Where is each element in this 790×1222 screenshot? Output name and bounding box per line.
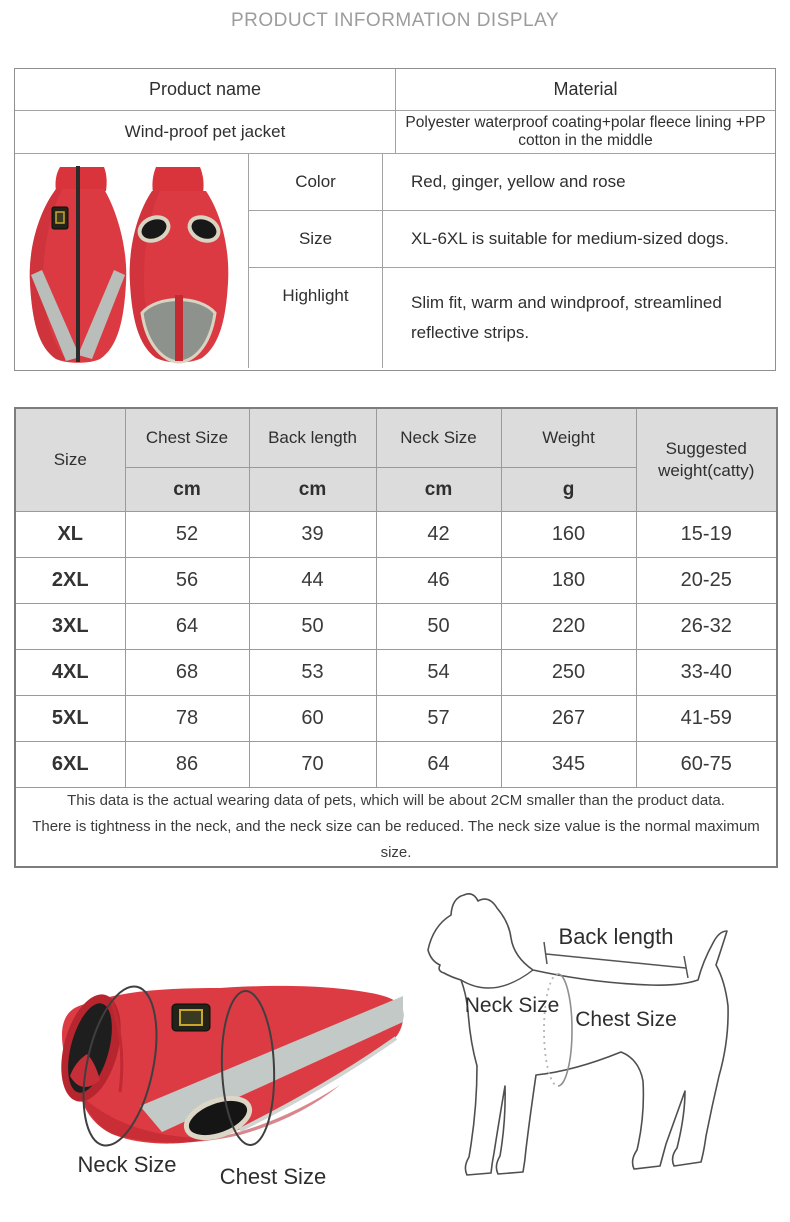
- table-row: [15, 696, 777, 742]
- cell-size: XL: [15, 512, 125, 558]
- cell-size: 3XL: [15, 604, 125, 650]
- cell-back: 60: [249, 696, 376, 742]
- size-chart-table: [14, 407, 778, 868]
- color-row: [249, 154, 775, 210]
- cell-neck: 46: [376, 558, 501, 604]
- cell-back: 39: [249, 512, 376, 558]
- cell-chest: 52: [125, 512, 249, 558]
- cell-weight: 345: [501, 742, 636, 788]
- product-name-value: Wind-proof pet jacket: [124, 122, 286, 141]
- info-attributes-row: [15, 153, 775, 368]
- color-label: Color: [249, 154, 383, 210]
- col-header-neck: Neck Size: [376, 408, 501, 468]
- jacket-back-view: [129, 167, 228, 363]
- table-row: [15, 742, 777, 788]
- cell-weight: 180: [501, 558, 636, 604]
- table-row: [15, 512, 777, 558]
- jacket-front-view: [29, 166, 126, 363]
- unit-back: cm: [249, 468, 376, 512]
- unit-weight: g: [501, 468, 636, 512]
- dog-neck-size-label: Neck Size: [464, 994, 560, 1017]
- table-row: [15, 604, 777, 650]
- cell-chest: 86: [125, 742, 249, 788]
- cell-neck: 57: [376, 696, 501, 742]
- cell-suggested: 26-32: [636, 604, 777, 650]
- product-photo-cell: [15, 154, 249, 368]
- col-header-suggested: Suggested weight(catty): [636, 408, 777, 512]
- product-photo: [16, 155, 248, 368]
- cell-neck: 42: [376, 512, 501, 558]
- dog-back-length-label: Back length: [558, 924, 674, 949]
- product-name-header: Product name: [148, 79, 262, 99]
- measurement-guide-figure: [0, 880, 790, 1217]
- cell-size: 6XL: [15, 742, 125, 788]
- jacket-neck-size-label: Neck Size: [77, 1152, 177, 1177]
- table-row: [15, 558, 777, 604]
- col-header-chest: Chest Size: [125, 408, 249, 468]
- cell-back: 44: [249, 558, 376, 604]
- cell-weight: 220: [501, 604, 636, 650]
- cell-neck: 64: [376, 742, 501, 788]
- highlight-label: Highlight: [249, 268, 383, 368]
- dog-chest-size-label: Chest Size: [575, 1008, 677, 1031]
- cell-chest: 68: [125, 650, 249, 696]
- page-title: PRODUCT INFORMATION DISPLAY: [230, 10, 560, 31]
- material-value: Polyester waterproof coating+polar fleece lining +PP cotton in the middle: [395, 111, 775, 153]
- cell-chest: 78: [125, 696, 249, 742]
- size-label: Size: [249, 211, 383, 267]
- cell-suggested: 20-25: [636, 558, 777, 604]
- info-value-row: [15, 110, 775, 153]
- cell-size: 2XL: [15, 558, 125, 604]
- cell-size: 5XL: [15, 696, 125, 742]
- info-header-row: [15, 69, 775, 110]
- color-value: Red, ginger, yellow and rose: [411, 172, 626, 191]
- material-header: Material: [395, 69, 775, 110]
- cell-weight: 267: [501, 696, 636, 742]
- size-value: XL-6XL is suitable for medium-sized dogs.: [411, 229, 729, 248]
- col-header-size: Size: [15, 408, 125, 512]
- cell-suggested: 15-19: [636, 512, 777, 558]
- cell-suggested: 60-75: [636, 742, 777, 788]
- product-info-table: [14, 68, 776, 371]
- dog-measure-figure: [428, 894, 728, 1175]
- col-header-back: Back length: [249, 408, 376, 468]
- paw-logo-badge: [56, 212, 64, 223]
- jacket-measure-figure: [51, 980, 404, 1189]
- measurement-guide: [0, 880, 790, 1217]
- col-header-weight: Weight: [501, 408, 636, 468]
- cell-suggested: 33-40: [636, 650, 777, 696]
- highlight-row: [249, 267, 775, 368]
- unit-neck: cm: [376, 468, 501, 512]
- cell-back: 50: [249, 604, 376, 650]
- table-row: [15, 650, 777, 696]
- note-line-2: There is tightness in the neck, and the neck size can be reduced. The neck size value is the normal maximum size.: [32, 818, 760, 861]
- note-line-1: This data is the actual wearing data of pets, which will be about 2CM smaller than the product data.: [67, 792, 725, 809]
- unit-chest: cm: [125, 468, 249, 512]
- cell-chest: 56: [125, 558, 249, 604]
- size-chart-header-row: [15, 408, 777, 468]
- paw-logo-badge: [180, 1010, 202, 1025]
- jacket-chest-size-label: Chest Size: [219, 1164, 327, 1189]
- cell-weight: 250: [501, 650, 636, 696]
- cell-size: 4XL: [15, 650, 125, 696]
- size-row: [249, 210, 775, 267]
- cell-chest: 64: [125, 604, 249, 650]
- cell-back: 70: [249, 742, 376, 788]
- notes-row: [15, 788, 777, 868]
- cell-weight: 160: [501, 512, 636, 558]
- highlight-value: Slim fit, warm and windproof, streamlined reflective strips.: [411, 293, 722, 342]
- cell-suggested: 41-59: [636, 696, 777, 742]
- cell-back: 53: [249, 650, 376, 696]
- cell-neck: 54: [376, 650, 501, 696]
- cell-neck: 50: [376, 604, 501, 650]
- attributes-column: [249, 154, 775, 368]
